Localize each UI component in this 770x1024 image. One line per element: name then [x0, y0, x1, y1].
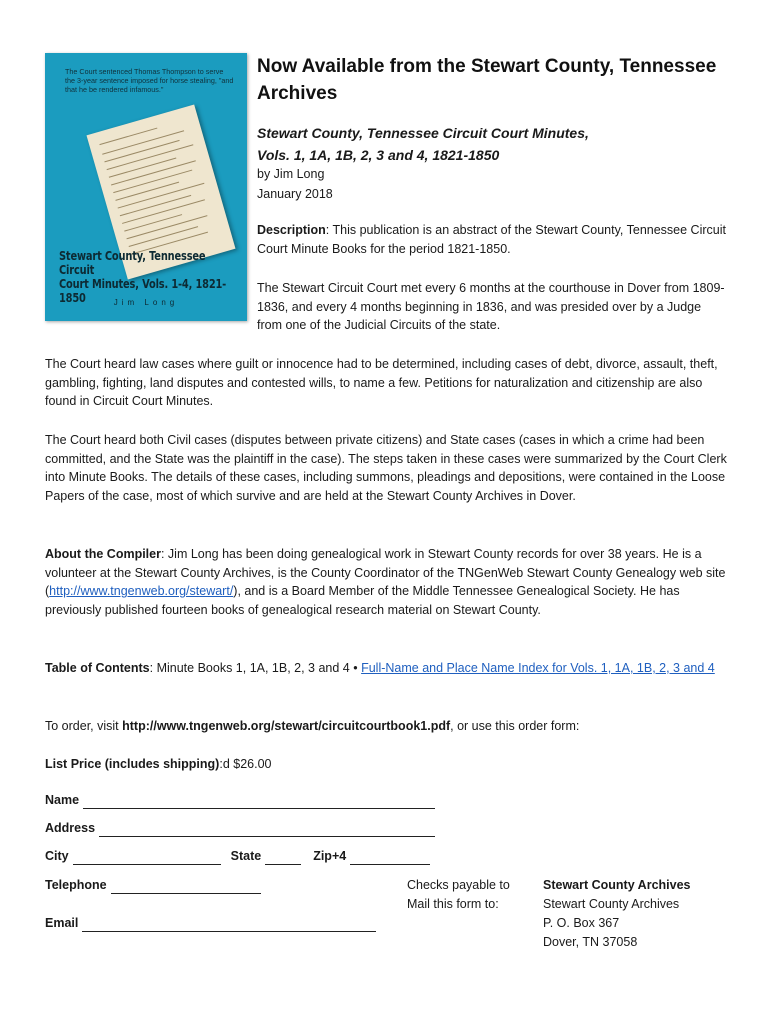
page-title: Now Available from the Stewart County, Tennessee Archives: [257, 56, 717, 104]
description-label: Description: [257, 223, 326, 237]
compiler-text-b: ), and is a Board Member of the Middle Tennessee Genealogical Society. He has previously published fourteen books of genealogical research material on Stewart County.: [45, 584, 680, 617]
order-text-b: , or use this order form:: [450, 719, 580, 733]
civil-state-cases-paragraph: The Court heard both Civil cases (disputes between private citizens) and State cases (cases in which a crime had been committed, and the State was the plaintiff in the case). The steps taken in these cases were summarized by the Court Clerk into Minute Books. The details of these cases, including summons, pleadings and depositions, were contained in the Loose Papers of the case, most of which survive and are held at the Stewart County Archives in Dover.: [45, 433, 727, 503]
cover-author: Jim Long: [113, 298, 179, 307]
compiler-label: About the Compiler: [45, 547, 161, 561]
payee-name: Stewart County Archives: [543, 878, 691, 892]
name-field[interactable]: [83, 794, 435, 809]
toc-text: : Minute Books 1, 1A, 1B, 2, 3 and 4 •: [149, 661, 362, 675]
email-field[interactable]: [82, 917, 376, 932]
order-url: http://www.tngenweb.org/stewart/circuitcourtbook1.pdf: [122, 719, 451, 733]
description-paragraph: [257, 221, 727, 258]
address-field[interactable]: [99, 822, 435, 837]
address-line-1: Stewart County Archives: [543, 897, 680, 911]
zip-field[interactable]: [350, 850, 430, 865]
cover-title-line-1: Stewart County, Tennessee Circuit: [59, 249, 206, 277]
address-label: Address: [45, 821, 96, 835]
toc-label: Table of Contents: [45, 661, 150, 675]
email-row: [45, 914, 376, 932]
tngenweb-link[interactable]: http://www.tngenweb.org/stewart/: [49, 584, 234, 599]
book-title-line-1: Stewart County, Tennessee Circuit Court Minutes,: [257, 125, 589, 141]
checks-payable-line: Checks payable to: [407, 878, 510, 892]
court-schedule-paragraph: The Stewart Circuit Court met every 6 months at the courthouse in Dover from 1809-1836, and every 4 months beginning in 1836, and was presided over by a Judge from one of the Judicial Circuits of the state.: [257, 281, 725, 333]
index-link[interactable]: Full-Name and Place Name Index for Vols. 1, 1A, 1B, 2, 3 and 4: [361, 661, 715, 675]
cover-title: [59, 249, 239, 305]
name-label: Name: [45, 793, 80, 807]
address-line-3: Dover, TN 37058: [543, 935, 638, 949]
order-text-a: To order, visit: [45, 719, 123, 733]
city-label: City: [45, 849, 69, 863]
publication-date: January 2018: [257, 187, 333, 201]
checks-instructions: [407, 876, 510, 914]
email-label: Email: [45, 916, 79, 930]
price-value: :d $26.00: [219, 757, 272, 771]
telephone-label: Telephone: [45, 878, 107, 892]
price-label: List Price (includes shipping): [45, 757, 220, 771]
mail-form-line: Mail this form to:: [407, 897, 499, 911]
order-paragraph: [45, 717, 735, 736]
name-row: [45, 791, 435, 809]
city-field[interactable]: [73, 850, 221, 865]
book-title: [257, 122, 727, 166]
list-price: [45, 755, 735, 774]
description-text: : This publication is an abstract of the Stewart County, Tennessee Circuit Court Minute Books for the period 1821-1850.: [257, 223, 726, 256]
mailing-address: [543, 876, 691, 952]
address-row: [45, 819, 435, 837]
telephone-field[interactable]: [111, 879, 261, 894]
about-compiler-paragraph: [45, 545, 735, 619]
compiler-text-a: : Jim Long has been doing genealogical work in Stewart County records for over 38 years. He is a volunteer at the Stewart County Archives, is the County Coordinator of the TNGenWeb Stewart County Genealogy web site (: [45, 547, 726, 599]
cover-title-line-2: Court Minutes, Vols. 1-4, 1821-1850: [59, 277, 227, 305]
cover-quote: The Court sentenced Thomas Thompson to serve the 3-year sentence imposed for horse stealing, "and that he be rendered infamous.": [65, 67, 234, 94]
address-line-2: P. O. Box 367: [543, 916, 620, 930]
state-field[interactable]: [265, 850, 301, 865]
book-title-line-2: Vols. 1, 1A, 1B, 2, 3 and 4, 1821-1850: [257, 147, 500, 163]
city-row: [45, 847, 430, 865]
telephone-row: [45, 876, 261, 894]
zip-label: Zip+4: [313, 849, 347, 863]
author-byline: by Jim Long: [257, 167, 325, 181]
table-of-contents-paragraph: [45, 659, 735, 678]
law-cases-paragraph: The Court heard law cases where guilt or innocence had to be determined, including cases of debt, divorce, assault, theft, gambling, fighting, land disputes and contested wills, to name a few. Petitions for naturalization and citizenship are also found in Circuit Court Minutes.: [45, 357, 718, 409]
state-label: State: [230, 849, 262, 863]
book-cover-image: [45, 53, 247, 321]
